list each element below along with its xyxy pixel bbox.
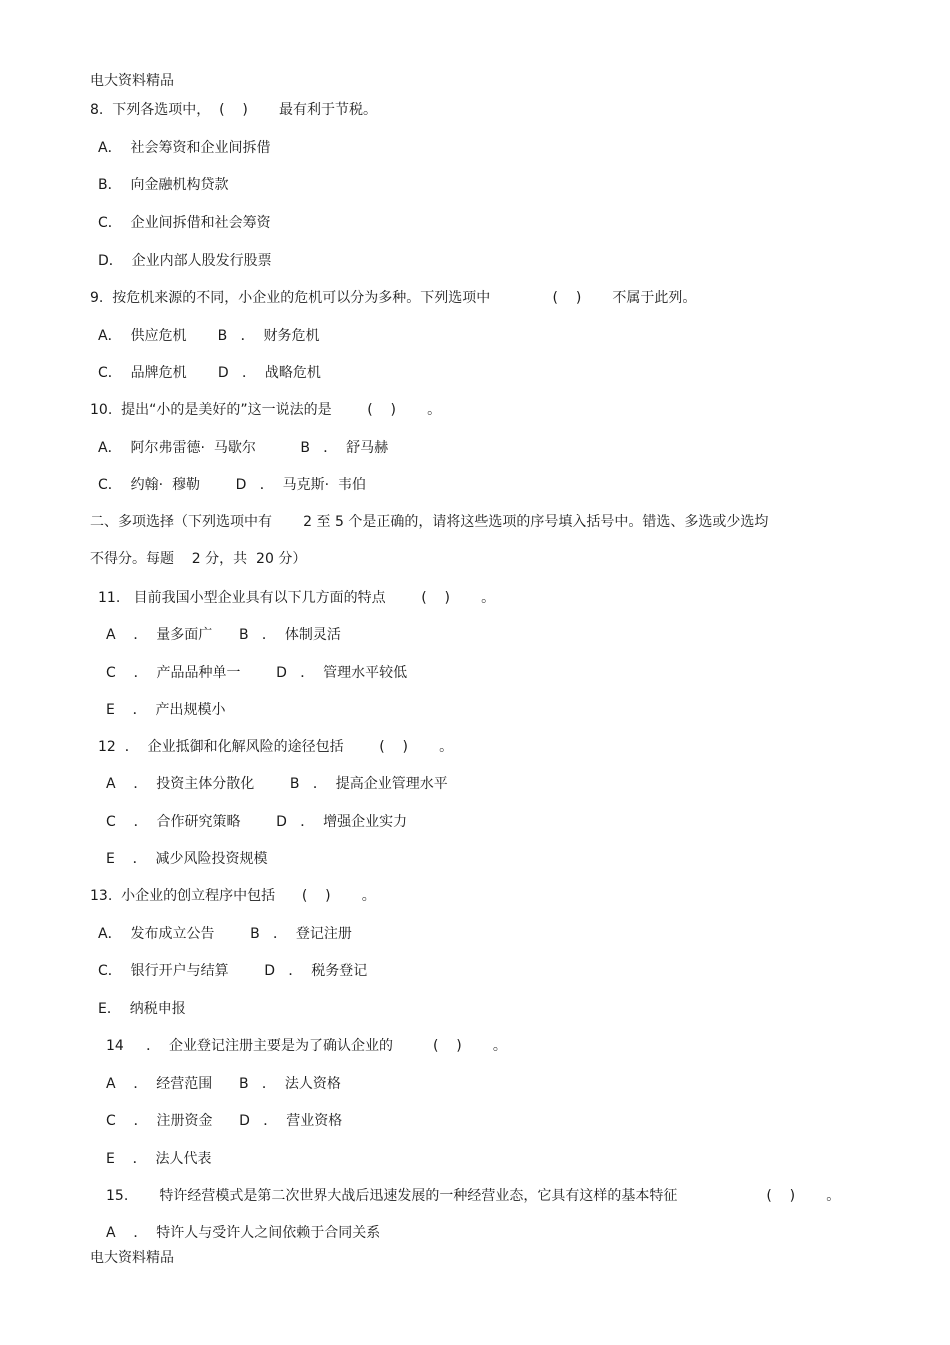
q10-options-ab: A． 阿尔弗雷德· 马歇尔 B ． 舒马赫 <box>98 440 389 456</box>
q8-option-d: D． 企业内部人股发行股票 <box>98 253 272 269</box>
q8-option-c: C． 企业间拆借和社会筹资 <box>98 215 271 231</box>
q9-options-ab: A． 供应危机 B ． 财务危机 <box>98 328 320 344</box>
section-heading-multiple-choice: 二、多项选择（下列选项中有 2 至 5 个是正确的，请将这些选项的序号填入括号中。错选、多选或少选均 <box>90 514 769 530</box>
q8-option-a: A． 社会筹资和企业间拆借 <box>98 140 271 156</box>
section-heading-continued: 不得分。每题 2 分，共 20 分） <box>90 551 307 567</box>
question-10: 10. 提出“小的是美好的”这一说法的是 ( ) 。 <box>90 402 442 418</box>
question-15: 15. 特许经营模式是第二次世界大战后迅速发展的一种经营业态，它具有这样的基本特征 ( ) 。 <box>106 1188 841 1204</box>
question-11: 11. 目前我国小型企业具有以下几方面的特点 ( ) 。 <box>98 590 496 606</box>
q10-options-cd: C． 约翰· 穆勒 D ． 马克斯· 韦伯 <box>98 477 367 493</box>
question-8: 8. 下列各选项中， ( ) 最有利于节税。 <box>90 102 378 118</box>
q11-options-ab: A ． 量多面广 B ． 体制灵活 <box>106 627 341 643</box>
q14-option-e: E ． 法人代表 <box>106 1151 212 1167</box>
q8-option-b: B． 向金融机构贷款 <box>98 177 229 193</box>
q13-options-ab: A． 发布成立公告 B ． 登记注册 <box>98 926 352 942</box>
q12-options-cd: C ． 合作研究策略 D ． 增强企业实力 <box>106 814 408 830</box>
q9-options-cd: C． 品牌危机 D ． 战略危机 <box>98 365 321 381</box>
q15-option-a: A ． 特许人与受许人之间依赖于合同关系 <box>106 1225 381 1241</box>
q11-options-cd: C ． 产品品种单一 D ． 管理水平较低 <box>106 665 408 681</box>
q12-options-ab: A ． 投资主体分散化 B ． 提高企业管理水平 <box>106 776 448 792</box>
q13-options-cd: C． 银行开户与结算 D ． 税务登记 <box>98 963 368 979</box>
page-footer: 电大资料精品 <box>90 1250 174 1266</box>
q14-options-cd: C ． 注册资金 D ． 营业资格 <box>106 1113 343 1129</box>
q12-option-e: E ． 减少风险投资规模 <box>106 851 268 867</box>
question-9: 9. 按危机来源的不同，小企业的危机可以分为多种。下列选项中 ( ) 不属于此列。 <box>90 290 697 306</box>
question-12: 12 ． 企业抵御和化解风险的途径包括 ( ) 。 <box>98 739 454 755</box>
page-header: 电大资料精品 <box>90 73 174 89</box>
q11-option-e: E ． 产出规模小 <box>106 702 226 718</box>
question-13: 13. 小企业的创立程序中包括 ( ) 。 <box>90 888 376 904</box>
q13-option-e: E． 纳税申报 <box>98 1001 186 1017</box>
q14-options-ab: A ． 经营范围 B ． 法人资格 <box>106 1076 341 1092</box>
question-14: 14 ． 企业登记注册主要是为了确认企业的 ( ) 。 <box>106 1038 507 1054</box>
